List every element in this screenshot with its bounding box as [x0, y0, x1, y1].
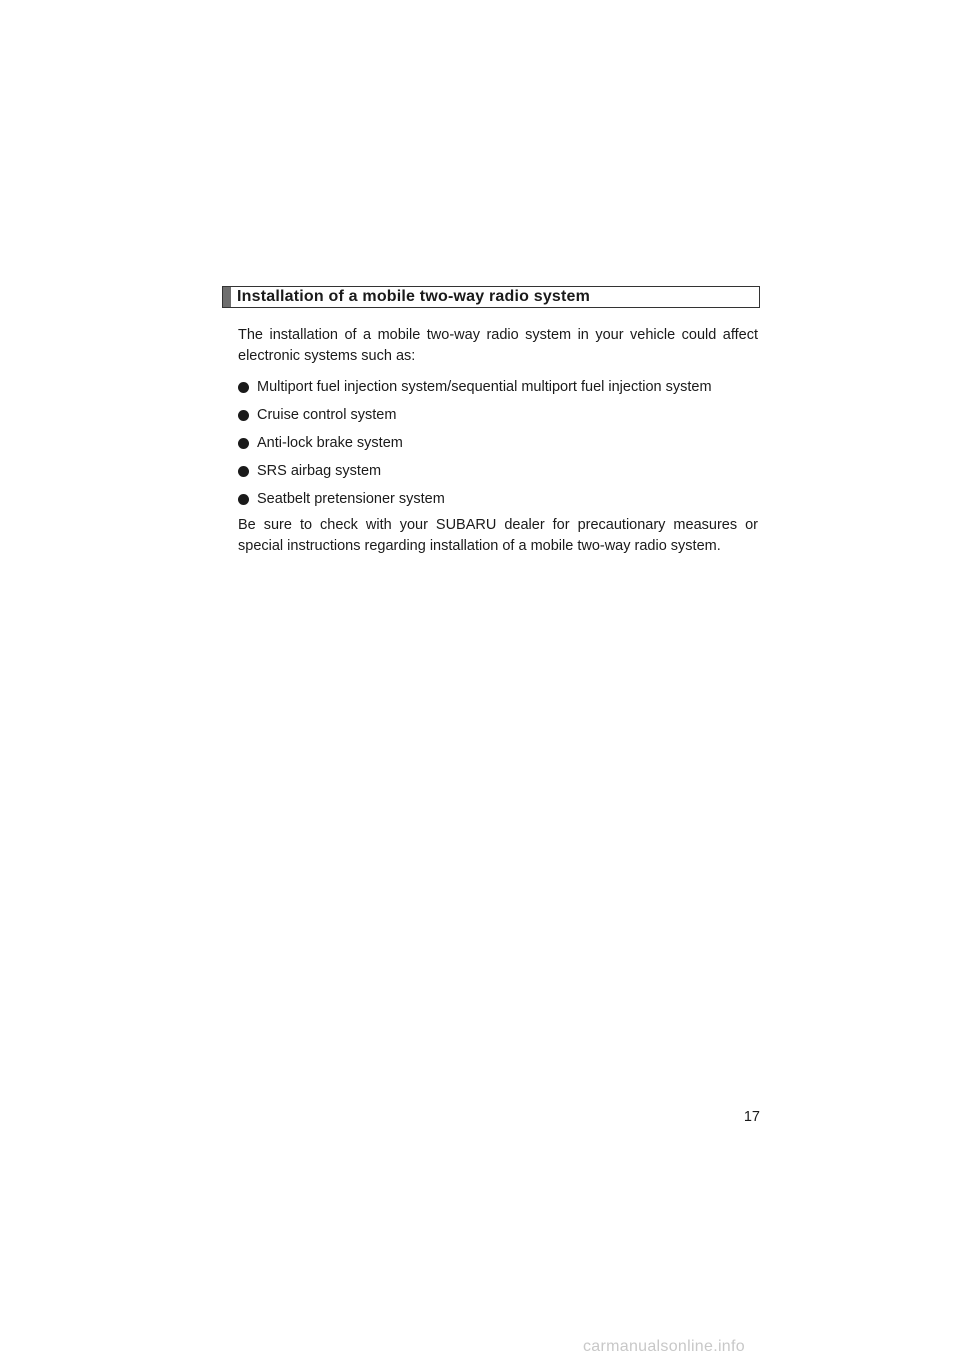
- bullet-icon: [238, 466, 249, 477]
- list-item: [238, 373, 758, 401]
- list-item: [238, 485, 758, 513]
- list-item-label: Multiport fuel injection system/sequential multiport fuel injection system: [257, 379, 712, 395]
- intro-paragraph: The installation of a mobile two-way radio system in your vehicle could affect electronic systems such as:: [238, 327, 758, 364]
- page-number: 17: [743, 1109, 760, 1125]
- list-item-label: Anti-lock brake system: [257, 435, 403, 451]
- bullet-icon: [238, 494, 249, 505]
- bullet-icon: [238, 410, 249, 421]
- closing-paragraph: Be sure to check with your SUBARU dealer for precautionary measures or special instructions regarding installation of a mobile two-way radio system.: [238, 517, 758, 554]
- list-item: [238, 457, 758, 485]
- section-header-bar: [223, 287, 231, 307]
- list-item-label: SRS airbag system: [257, 463, 382, 479]
- list-item-label: Seatbelt pretensioner system: [257, 491, 445, 507]
- section-title: Installation of a mobile two-way radio system: [237, 288, 591, 305]
- list-item-label: Cruise control system: [257, 407, 397, 423]
- section-header: [222, 286, 760, 308]
- bullet-icon: [238, 382, 249, 393]
- list-item: [238, 429, 758, 457]
- watermark: carmanualsonline.info: [583, 1338, 745, 1355]
- affected-systems-list: [238, 373, 758, 513]
- bullet-icon: [238, 438, 249, 449]
- list-item: [238, 401, 758, 429]
